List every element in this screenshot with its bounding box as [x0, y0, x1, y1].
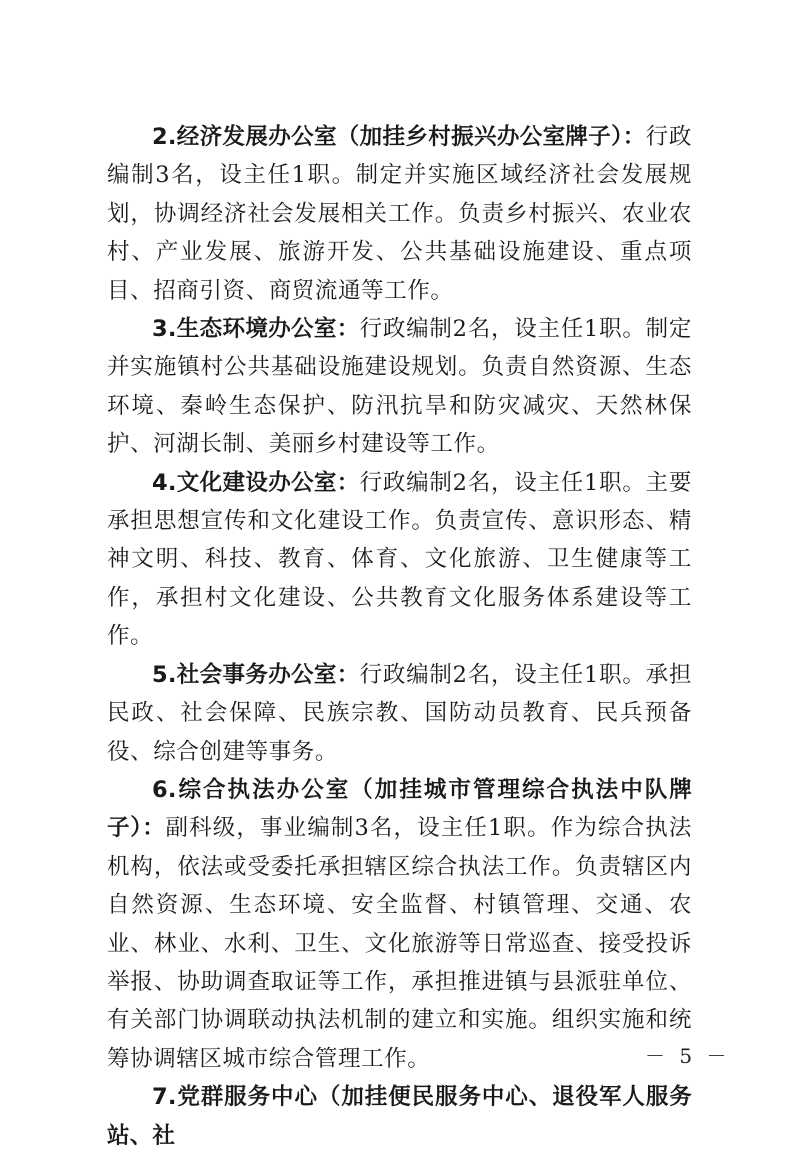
- paragraph-body: 副科级，事业编制3名，设主任1职。作为综合执法机构，依法或受委托承担辖区综合执法工作。负责辖区内自然资源、生态环境、安全监督、村镇管理、交通、农业、林业、水利、卫生、文化旅游等日常巡查、接受投诉举报、协助调查取证等工作，承担推进镇与县派驻单位、有关部门协调联动执法机制的建立和实施。组织实施和统筹协调辖区城市综合管理工作。: [107, 815, 692, 1072]
- paragraph-cultural-construction-office: [107, 464, 692, 656]
- paragraph-heading: 2.经济发展办公室（加挂乡村振兴办公室牌子）：: [152, 124, 646, 150]
- paragraph-heading: 3.生态环境办公室：: [152, 316, 360, 343]
- paragraph-heading: 4.文化建设办公室：: [152, 469, 360, 496]
- document-page: [107, 118, 692, 1155]
- paragraph-body: 行政编制2名，设主任1职。制定并实施镇村公共基础设施建设规划。负责自然资源、生态环境、秦岭生态保护、防汛抗旱和防灾减灾、天然林保护、河湖长制、美丽乡村建设等工作。: [107, 316, 692, 458]
- paragraph-social-affairs-office: [107, 656, 692, 771]
- paragraph-ecological-environment-office: [107, 310, 692, 464]
- paragraph-heading: 7.党群服务中心（加挂便民服务中心、退役军人服务站、社: [107, 1084, 692, 1149]
- page-number: － 5 －: [645, 1044, 731, 1068]
- paragraph-body: 行政编制3名，设主任1职。制定并实施区域经济社会发展规划，协调经济社会发展相关工作。负责乡村振兴、农业农村、产业发展、旅游开发、公共基础设施建设、重点项目、招商引资、商贸流通等工作。: [107, 124, 693, 304]
- paragraph-party-mass-service-center: [107, 1078, 692, 1155]
- paragraph-body: 行政编制2名，设主任1职。承担民政、社会保障、民族宗教、国防动员教育、民兵预备役、综合创建等事务。: [107, 661, 692, 765]
- paragraph-comprehensive-law-enforcement-office: [107, 771, 692, 1078]
- paragraph-economic-development-office: [107, 118, 692, 310]
- paragraph-heading: 5.社会事务办公室：: [152, 661, 360, 688]
- paragraph-heading: 6.综合执法办公室（加挂城市管理综合执法中队牌子）：: [107, 776, 692, 842]
- paragraph-body: 行政编制2名，设主任1职。主要承担思想宣传和文化建设工作。负责宣传、意识形态、精神文明、科技、教育、体育、文化旅游、卫生健康等工作，承担村文化建设、公共教育文化服务体系建设等工作。: [107, 469, 692, 650]
